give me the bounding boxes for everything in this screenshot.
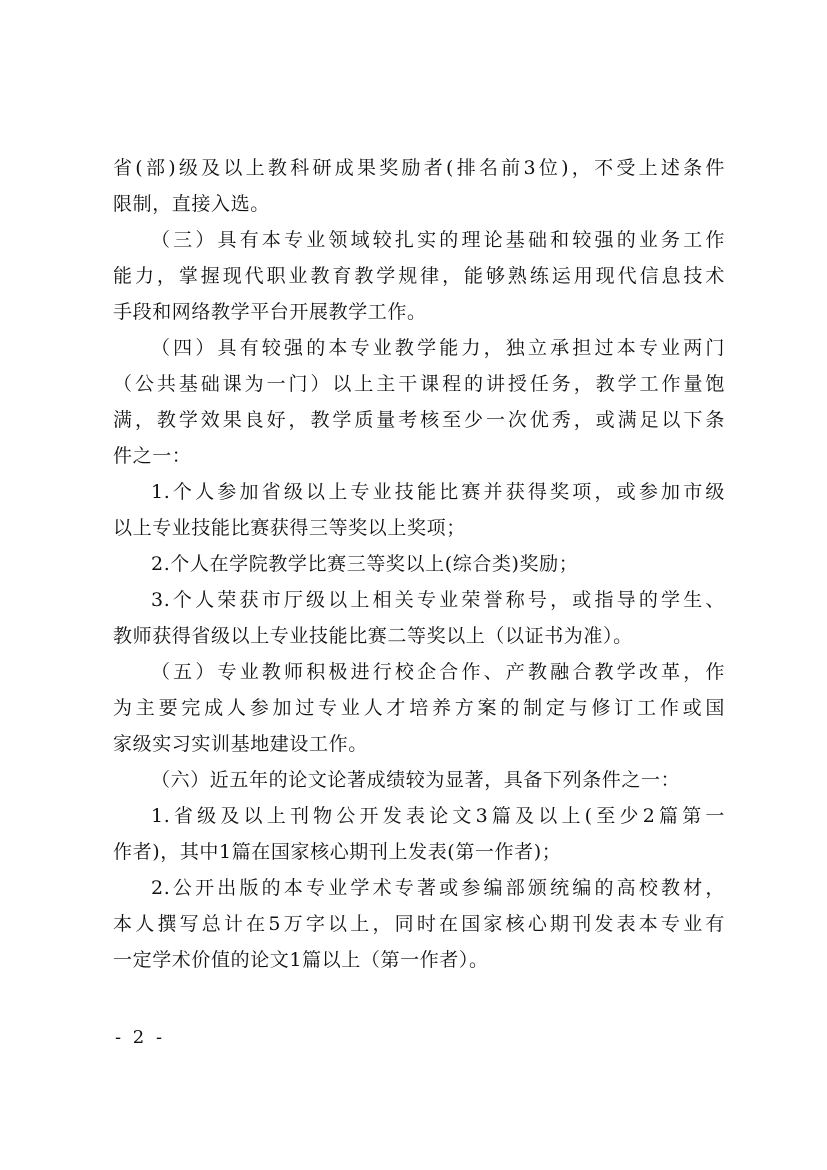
text-line: 教师获得省级以上专业技能比赛二等奖以上（以证书为准）。	[113, 625, 633, 647]
text-line: 手段和网络教学平台开展教学工作。	[113, 301, 427, 323]
condition-4-1	[113, 474, 725, 546]
text-line: （公共基础课为一门）以上主干课程的讲授任务，教学工作量饱	[113, 373, 725, 395]
text-line: 件之一：	[113, 445, 192, 467]
document-body	[113, 150, 725, 978]
condition-6-1	[113, 798, 725, 870]
condition-6-2	[113, 870, 725, 978]
paragraph-item-5	[113, 654, 725, 762]
condition-4-2	[113, 546, 725, 582]
text-line: 2.个人在学院教学比赛三等奖以上(综合类)奖励；	[151, 553, 579, 575]
paragraph-item-6	[113, 762, 725, 798]
text-line: 以上专业技能比赛获得三等奖以上奖项；	[113, 517, 466, 539]
text-line: 限制，直接入选。	[113, 193, 270, 215]
text-line: （三）具有本专业领域较扎实的理论基础和较强的业务工作	[151, 229, 725, 251]
text-line: （四）具有较强的本专业教学能力，独立承担过本专业两门	[151, 337, 725, 359]
text-line: 3.个人荣获市厅级以上相关专业荣誉称号，或指导的学生、	[151, 589, 725, 611]
text-line: 能力，掌握现代职业教育教学规律，能够熟练运用现代信息技术	[113, 265, 725, 287]
text-line: 本人撰写总计在5万字以上，同时在国家核心期刊发表本专业有	[113, 913, 725, 935]
text-line: （六）近五年的论文论著成绩较为显著，具备下列条件之一：	[151, 769, 681, 791]
paragraph-item-4	[113, 330, 725, 474]
text-line: 一定学术价值的论文1篇以上（第一作者）。	[113, 949, 489, 971]
text-line: 省(部)级及以上教科研成果奖励者(排名前3位)，不受上述条件	[113, 157, 725, 179]
text-line: 家级实习实训基地建设工作。	[113, 733, 368, 755]
text-line: 满，教学效果良好，教学质量考核至少一次优秀，或满足以下条	[113, 409, 725, 431]
text-line: 2.公开出版的本专业学术专著或参编部颁统编的高校教材，	[151, 877, 725, 899]
text-line: 为主要完成人参加过专业人才培养方案的制定与修订工作或国	[113, 697, 725, 719]
page-number: - 2 -	[115, 1027, 166, 1048]
paragraph-continuation	[113, 150, 725, 222]
text-line: 1.个人参加省级以上专业技能比赛并获得奖项，或参加市级	[151, 481, 725, 503]
condition-4-3	[113, 582, 725, 654]
text-line: 1.省级及以上刊物公开发表论文3篇及以上(至少2篇第一	[151, 805, 725, 827]
paragraph-item-3	[113, 222, 725, 330]
text-line: 作者)，其中1篇在国家核心期刊上发表(第一作者)；	[113, 841, 562, 863]
text-line: （五）专业教师积极进行校企合作、产教融合教学改革，作	[151, 661, 725, 683]
